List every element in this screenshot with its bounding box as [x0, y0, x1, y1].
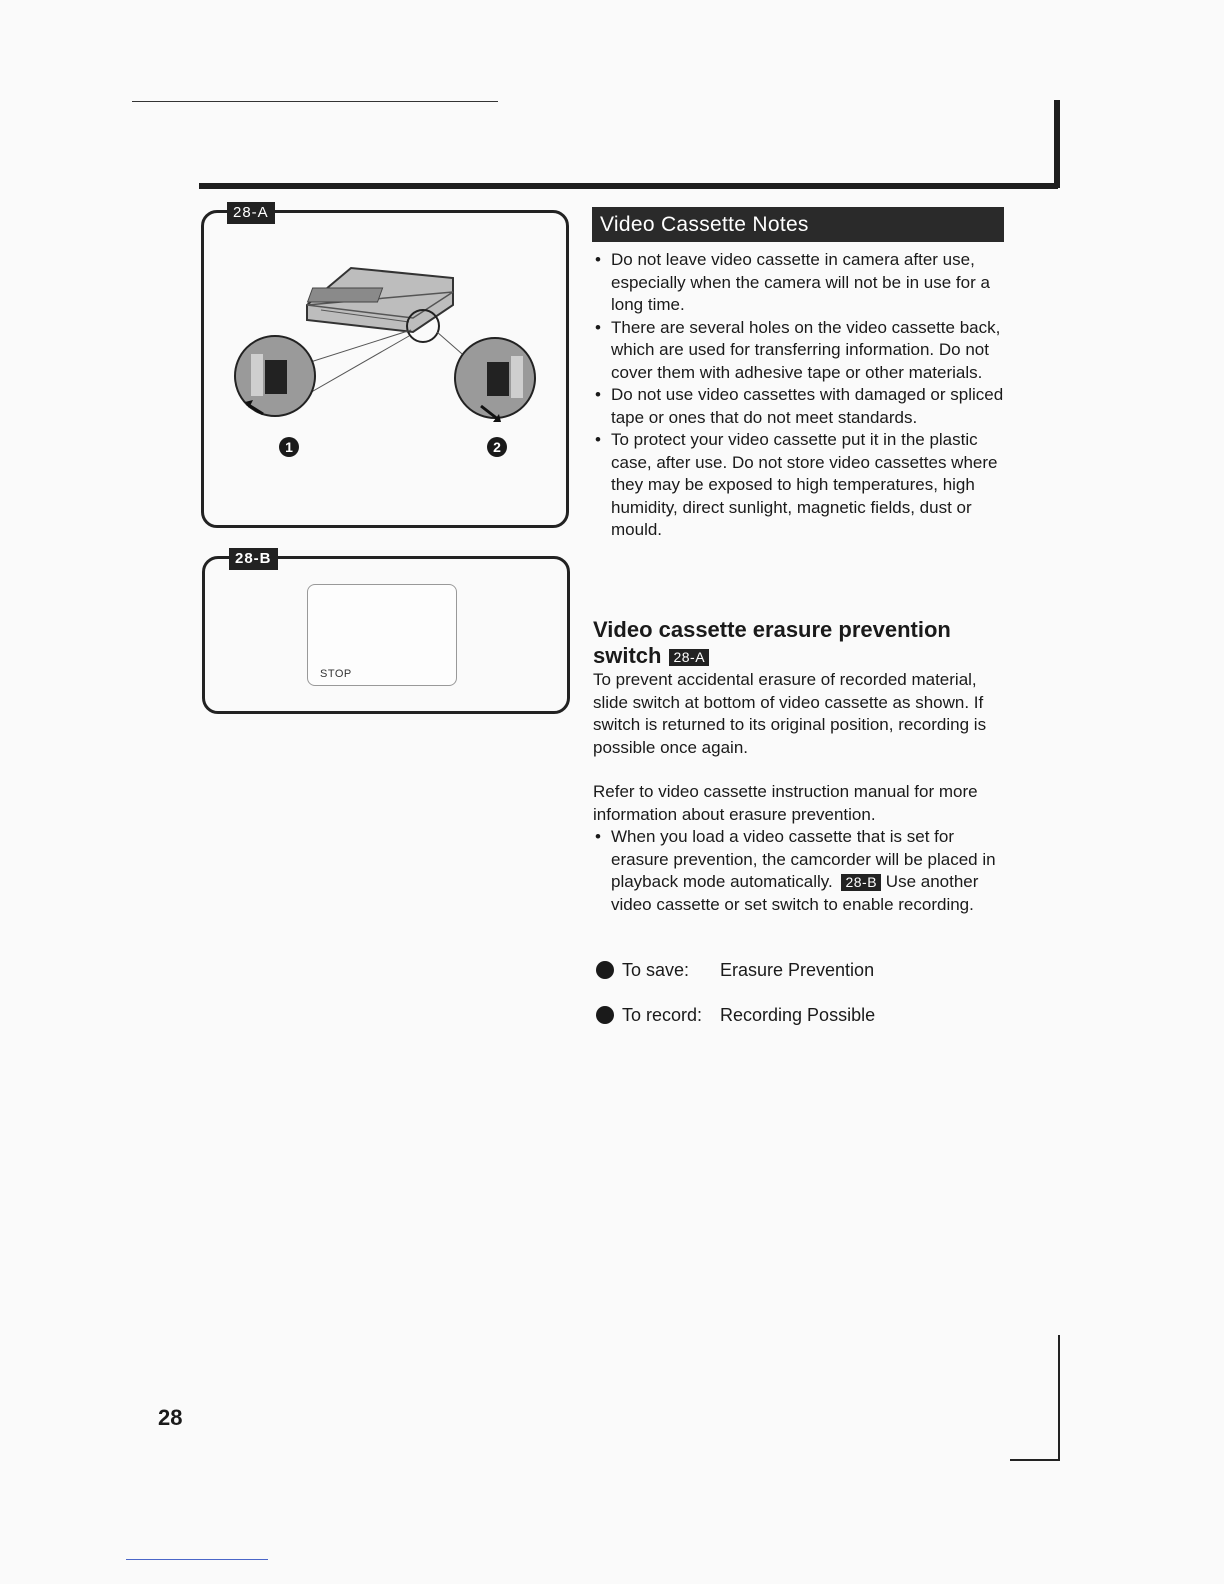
notes-item: • There are several holes on the video cassette back, which are used for transferring information. Do not cover them with adhesive tape or other materials.: [593, 317, 1005, 385]
notes-item: • Do not leave video cassette in camera after use, especially when the camera will not be in use for a long time.: [593, 249, 1005, 317]
corner-mark-horizontal: [1010, 1459, 1060, 1461]
section-title-bar: Video Cassette Notes: [592, 207, 1004, 242]
erasure-heading: [593, 617, 1013, 669]
erasure-heading-text: Video cassette erasure prevention switch: [593, 617, 951, 668]
legend-record-row: [596, 1004, 875, 1026]
erasure-bullet-text-2: Use another video cassette or set switch to enable recording.: [611, 872, 979, 914]
figure-28a-panel: [201, 210, 569, 528]
stop-indicator: STOP: [320, 668, 352, 680]
erasure-bullet-item: [593, 826, 1005, 916]
legend-save-row: [596, 959, 874, 981]
notes-list: [593, 249, 1005, 542]
bullet-dot-icon: [596, 961, 614, 979]
legend-record-label: To record:: [622, 1005, 703, 1025]
right-edge-bar: [1054, 100, 1060, 188]
erasure-bullet-list: [593, 826, 1005, 916]
footer-line: [126, 1559, 268, 1560]
bullet-dot-icon: [596, 1006, 614, 1024]
notes-item: • Do not use video cassettes with damaged or spliced tape or ones that do not meet standards.: [593, 384, 1005, 429]
section-rule: [199, 183, 1058, 189]
corner-mark-vertical: [1058, 1335, 1060, 1460]
figure-28a-tag: 28-A: [227, 202, 275, 224]
legend-record-value: Recording Possible: [720, 1005, 876, 1025]
figure-28b-tag: 28-B: [229, 548, 278, 570]
notes-item: • To protect your video cassette put it in the plastic case, after use. Do not store video cassettes where they may be exposed to high temperatures, high humidity, direct sunlight, magnetic fields, dust or mould.: [593, 429, 1005, 542]
figure-ref-28b: 28-B: [841, 874, 881, 891]
figure-ref-28a: 28-A: [669, 649, 709, 666]
number-1-marker: 1: [279, 437, 299, 457]
cassette-illustration: [201, 210, 563, 522]
number-2-marker: 2: [487, 437, 507, 457]
page-number: 28: [158, 1405, 183, 1430]
legend-save-label: To save:: [622, 960, 690, 980]
legend-save-value: Erasure Prevention: [720, 960, 875, 980]
top-rule: [132, 101, 498, 102]
erasure-reference-paragraph: Refer to video cassette instruction manual for more information about erasure prevention.: [593, 782, 978, 824]
erasure-paragraph: To prevent accidental erasure of recorded material, slide switch at bottom of video cassette as shown. If switch is returned to its original position, recording is possible once again.: [593, 670, 987, 757]
erasure-bullet-text: When you load a video cassette that is set for erasure prevention, the camcorder will be placed in playback mode automatically.: [611, 827, 996, 891]
